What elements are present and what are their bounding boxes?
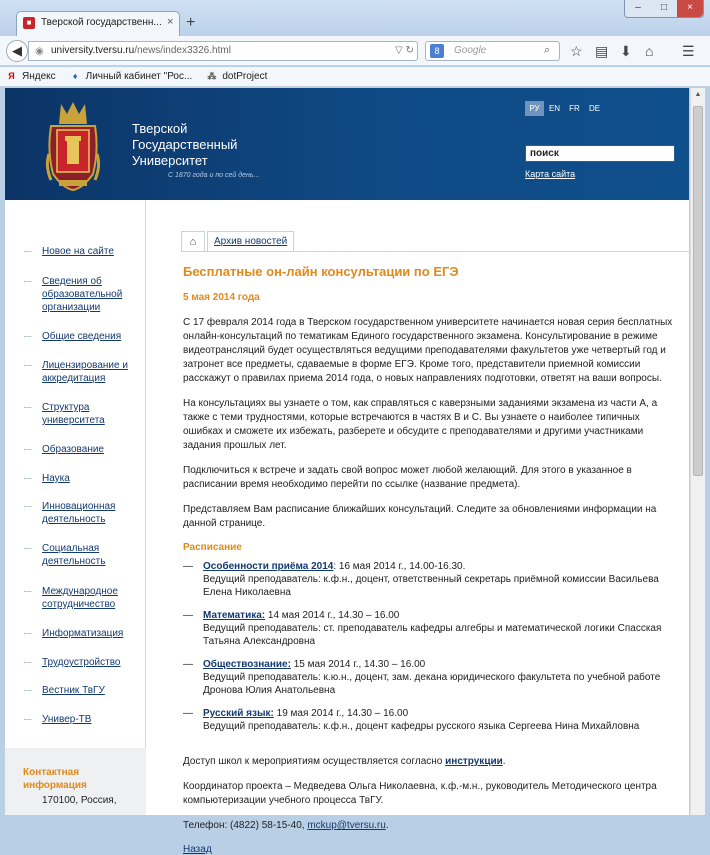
scroll-up-icon[interactable]: ▲ xyxy=(694,91,702,98)
url-path: /news/index3326.html xyxy=(134,45,231,56)
phone-text: Телефон: (4822) 58-15-40, xyxy=(183,820,308,831)
sidebar-link[interactable]: Вестник ТвГУ xyxy=(42,685,105,696)
sidebar-item xyxy=(23,500,133,526)
bullet-dots-icon: ····· xyxy=(23,474,32,483)
bullet-dots-icon: ····· xyxy=(23,247,32,256)
contact-title: Контактная информация xyxy=(23,767,87,791)
bookmarks-bar xyxy=(0,67,710,87)
site-favicon-icon: ■ xyxy=(23,17,35,29)
back-button[interactable] xyxy=(6,40,28,62)
lang-ru[interactable]: РУ xyxy=(525,101,544,116)
bookmark-dotproject[interactable] xyxy=(206,71,267,82)
schedule-teacher: Ведущий преподаватель: к.ф.н., доцент, ответственный секретарь приёмной комиссии Васильева Елена Николаевна xyxy=(203,574,659,598)
address-bar[interactable] xyxy=(28,41,418,61)
schedule-item xyxy=(183,707,679,733)
schedule-item xyxy=(183,609,679,648)
schedule-subject-link[interactable]: Обществознание: xyxy=(203,659,291,670)
web-page xyxy=(5,88,689,855)
bullet-dots-icon: ····· xyxy=(23,629,32,638)
yandex-icon: Я xyxy=(8,71,15,81)
sitemap-link[interactable]: Карта сайта xyxy=(525,169,576,179)
bullet-dots-icon: ····· xyxy=(23,332,32,341)
article xyxy=(183,264,679,855)
bullet-dots-icon: ····· xyxy=(23,361,32,370)
globe-icon: ◉ xyxy=(35,46,44,57)
sidebar-item xyxy=(23,245,133,258)
schedule-teacher: Ведущий преподаватель: ст. преподаватель кафедры алгебры и математической логики Спасская Татьяна Александровна xyxy=(203,623,662,647)
sidebar-link[interactable]: Трудоустройство xyxy=(42,657,121,668)
contact-address: 170100, Россия, xyxy=(42,795,117,806)
sidebar-link[interactable]: Сведения об образовательной организации xyxy=(42,276,123,313)
sidebar-item xyxy=(23,585,133,611)
university-name-line: Государственный xyxy=(132,137,238,152)
sidebar-link[interactable]: Структура университета xyxy=(42,402,105,426)
schedule-teacher: Ведущий преподаватель: к.ф.н., доцент кафедры русского языка Сергеева Нина Михайловна xyxy=(203,721,640,732)
breadcrumb xyxy=(181,231,294,252)
sidebar-item xyxy=(23,275,133,314)
phone-paragraph xyxy=(183,819,679,833)
lang-en[interactable]: EN xyxy=(548,104,561,113)
sidebar-item xyxy=(23,656,133,669)
schedule-time: 15 мая 2014 г., 14.30 – 16.00 xyxy=(290,659,426,670)
bullet-dots-icon: ····· xyxy=(23,277,32,286)
email-link[interactable]: mckup@tversu.ru xyxy=(307,820,386,831)
sidebar-item xyxy=(23,684,133,697)
university-name[interactable] xyxy=(132,121,272,169)
bookmarks-list-icon[interactable]: ▤ xyxy=(595,43,609,59)
schedule-subject-link[interactable]: Особенности приёма 2014 xyxy=(203,561,334,572)
schedule-subject-link[interactable]: Русский язык: xyxy=(203,708,274,719)
access-paragraph xyxy=(183,755,679,769)
download-icon[interactable]: ⬇ xyxy=(620,43,632,59)
dash-icon: — xyxy=(183,561,193,572)
navigation-toolbar xyxy=(0,36,710,66)
university-name-line: Тверской xyxy=(132,121,188,136)
search-placeholder: Google xyxy=(454,45,487,56)
sidebar-item xyxy=(23,359,133,385)
url-domain: university.tversu.ru xyxy=(51,45,135,56)
home-icon[interactable]: ⌂ xyxy=(645,43,654,59)
sidebar-item xyxy=(23,401,133,427)
article-title: Бесплатные он-лайн консультации по ЕГЭ xyxy=(183,264,459,279)
sidebar-link[interactable]: Международное сотрудничество xyxy=(42,586,118,610)
schedule-subject-link[interactable]: Математика: xyxy=(203,610,266,621)
maximize-button[interactable]: □ xyxy=(660,2,668,13)
lang-de[interactable]: DE xyxy=(588,104,601,113)
sidebar-link[interactable]: Лицензирование и аккредитация xyxy=(42,360,128,384)
coordinator-paragraph: Координатор проекта – Медведева Ольга Николаевна, к.ф.-м.н., руководитель Методического центра компьютеризации учебного процесса ТвГУ. xyxy=(183,781,657,806)
window-controls xyxy=(624,0,704,18)
sidebar-link[interactable]: Универ-ТВ xyxy=(42,714,92,725)
browser-search-box[interactable] xyxy=(425,41,560,61)
pin-icon: ♦ xyxy=(72,71,78,81)
schedule-time: 19 мая 2014 г., 14.30 – 16.00 xyxy=(273,708,409,719)
sidebar-link[interactable]: Инновационная деятельность xyxy=(42,501,116,525)
search-engine-icon[interactable]: 8 xyxy=(430,44,444,58)
bullet-dots-icon: ····· xyxy=(23,403,32,412)
site-search-input[interactable]: поиск xyxy=(525,145,675,162)
scroll-thumb[interactable] xyxy=(693,106,703,476)
sidebar-item xyxy=(23,472,133,485)
schedule-item xyxy=(183,658,679,697)
bullet-dots-icon: ····· xyxy=(23,686,32,695)
menu-icon[interactable]: ☰ xyxy=(682,43,695,59)
new-tab-button[interactable]: + xyxy=(186,14,196,31)
schedule-time: 14 мая 2014 г., 14.30 – 16.00 xyxy=(265,610,400,621)
back-arrow-icon: ◀ xyxy=(12,43,22,58)
bookmark-label: Яндекс xyxy=(22,71,56,82)
article-date: 5 мая 2014 года xyxy=(183,292,260,303)
article-paragraph: На консультациях вы узнаете о том, как справляться с каверзными заданиями экзамена из части А, а также с теми трудностями, которые встречаются в частях В и С. Вы узнаете о наиболее типичных ошибках и сможете их избежать, разберете и обсудите с преподавателями и другими участниками задания прошлых лет. xyxy=(183,398,658,451)
sidebar-item xyxy=(23,443,133,456)
university-name-line: Университет xyxy=(132,153,208,168)
breadcrumb-divider xyxy=(181,251,689,252)
sidebar-link[interactable]: Социальная деятельность xyxy=(42,543,106,567)
bullet-dots-icon: ····· xyxy=(23,544,32,553)
breadcrumb-news-archive[interactable]: Архив новостей xyxy=(207,231,294,252)
tab-title: Тверской государственн... xyxy=(41,17,162,28)
sidebar-item xyxy=(23,713,133,726)
page-scrollbar[interactable] xyxy=(690,88,705,815)
back-link[interactable]: Назад xyxy=(183,844,212,855)
minimize-button[interactable]: – xyxy=(635,2,641,13)
article-paragraph: С 17 февраля 2014 года в Тверском государственном университете начинается новая серия бесплатных онлайн-консультаций по тематикам Единого государственного экзамена. Консультирование в режиме видеотрансляций будет осуществляться ведущими преподавателями факультетов уже четвертый год и затронет все предметы, сдаваемые в форме ЕГЭ. Кроме того, представители приемной комиссии расскажут о правилах приема 2014 года, о новых направлениях подготовки, ответят на ваши вопросы. xyxy=(183,317,673,384)
sidebar-link[interactable]: Наука xyxy=(42,473,70,484)
dash-icon: — xyxy=(183,708,193,719)
sidebar xyxy=(5,200,146,815)
site-header xyxy=(5,88,689,200)
dash-icon: — xyxy=(183,610,193,621)
language-switcher xyxy=(525,101,605,116)
university-emblem-icon[interactable] xyxy=(43,96,103,192)
schedule-title: Расписание xyxy=(183,542,242,553)
access-end: . xyxy=(502,756,506,767)
sidebar-link[interactable]: Общие сведения xyxy=(42,331,122,342)
home-icon[interactable]: ⌂ xyxy=(181,231,205,252)
sidebar-item xyxy=(23,627,133,640)
sidebar-link[interactable]: Образование xyxy=(42,444,104,455)
bookmark-label: Личный кабинет "Рос... xyxy=(85,71,193,82)
search-icon[interactable]: ⌕ xyxy=(544,44,551,56)
bullet-dots-icon: ····· xyxy=(23,715,32,724)
sidebar-item xyxy=(23,330,133,343)
sidebar-item xyxy=(23,542,133,568)
bookmark-label: dotProject xyxy=(222,71,268,82)
dotproject-icon: ⁂ xyxy=(207,71,217,81)
instructions-link[interactable]: инструкции xyxy=(445,756,503,767)
access-text: Доступ школ к мероприятиям осуществляется согласно xyxy=(183,756,446,767)
close-window-button[interactable]: × xyxy=(677,0,703,17)
schedule-teacher: Ведущий преподаватель: к.ю.н., доцент, зам. декана юридического факультета по учебной работе Дронова Юлия Анатольевна xyxy=(203,672,661,696)
bullet-dots-icon: ····· xyxy=(23,658,32,667)
schedule-item xyxy=(183,560,679,599)
bookmark-cabinet[interactable] xyxy=(70,71,193,82)
tab-close-icon[interactable]: × xyxy=(167,16,174,28)
browser-tab[interactable] xyxy=(16,11,180,36)
schedule-time: : 16 мая 2014 г., 14.00-16.30. xyxy=(333,561,466,572)
dash-icon: — xyxy=(183,659,193,670)
phone-end: . xyxy=(385,820,389,831)
bookmark-yandex[interactable] xyxy=(6,71,56,82)
lang-fr[interactable]: FR xyxy=(569,104,580,113)
sidebar-link[interactable]: Информатизация xyxy=(42,628,124,639)
article-paragraph: Подключиться к встрече и задать свой вопрос может любой желающий. Для этого в указанное в расписании время необходимо перейти по ссылке (название предмета). xyxy=(183,465,632,490)
bullet-dots-icon: ····· xyxy=(23,445,32,454)
reload-icon[interactable]: ▽ ↻ xyxy=(395,45,414,56)
article-paragraph: Представляем Вам расписание ближайших консультаций. Следите за обновлениями информации на данной странице. xyxy=(183,504,657,529)
bullet-dots-icon: ····· xyxy=(23,587,32,596)
bullet-dots-icon: ····· xyxy=(23,502,32,511)
sidebar-link[interactable]: Новое на сайте xyxy=(42,246,114,257)
bookmark-star-icon[interactable]: ☆ xyxy=(570,43,583,59)
motto: С 1870 года и по сей день... xyxy=(168,172,260,179)
